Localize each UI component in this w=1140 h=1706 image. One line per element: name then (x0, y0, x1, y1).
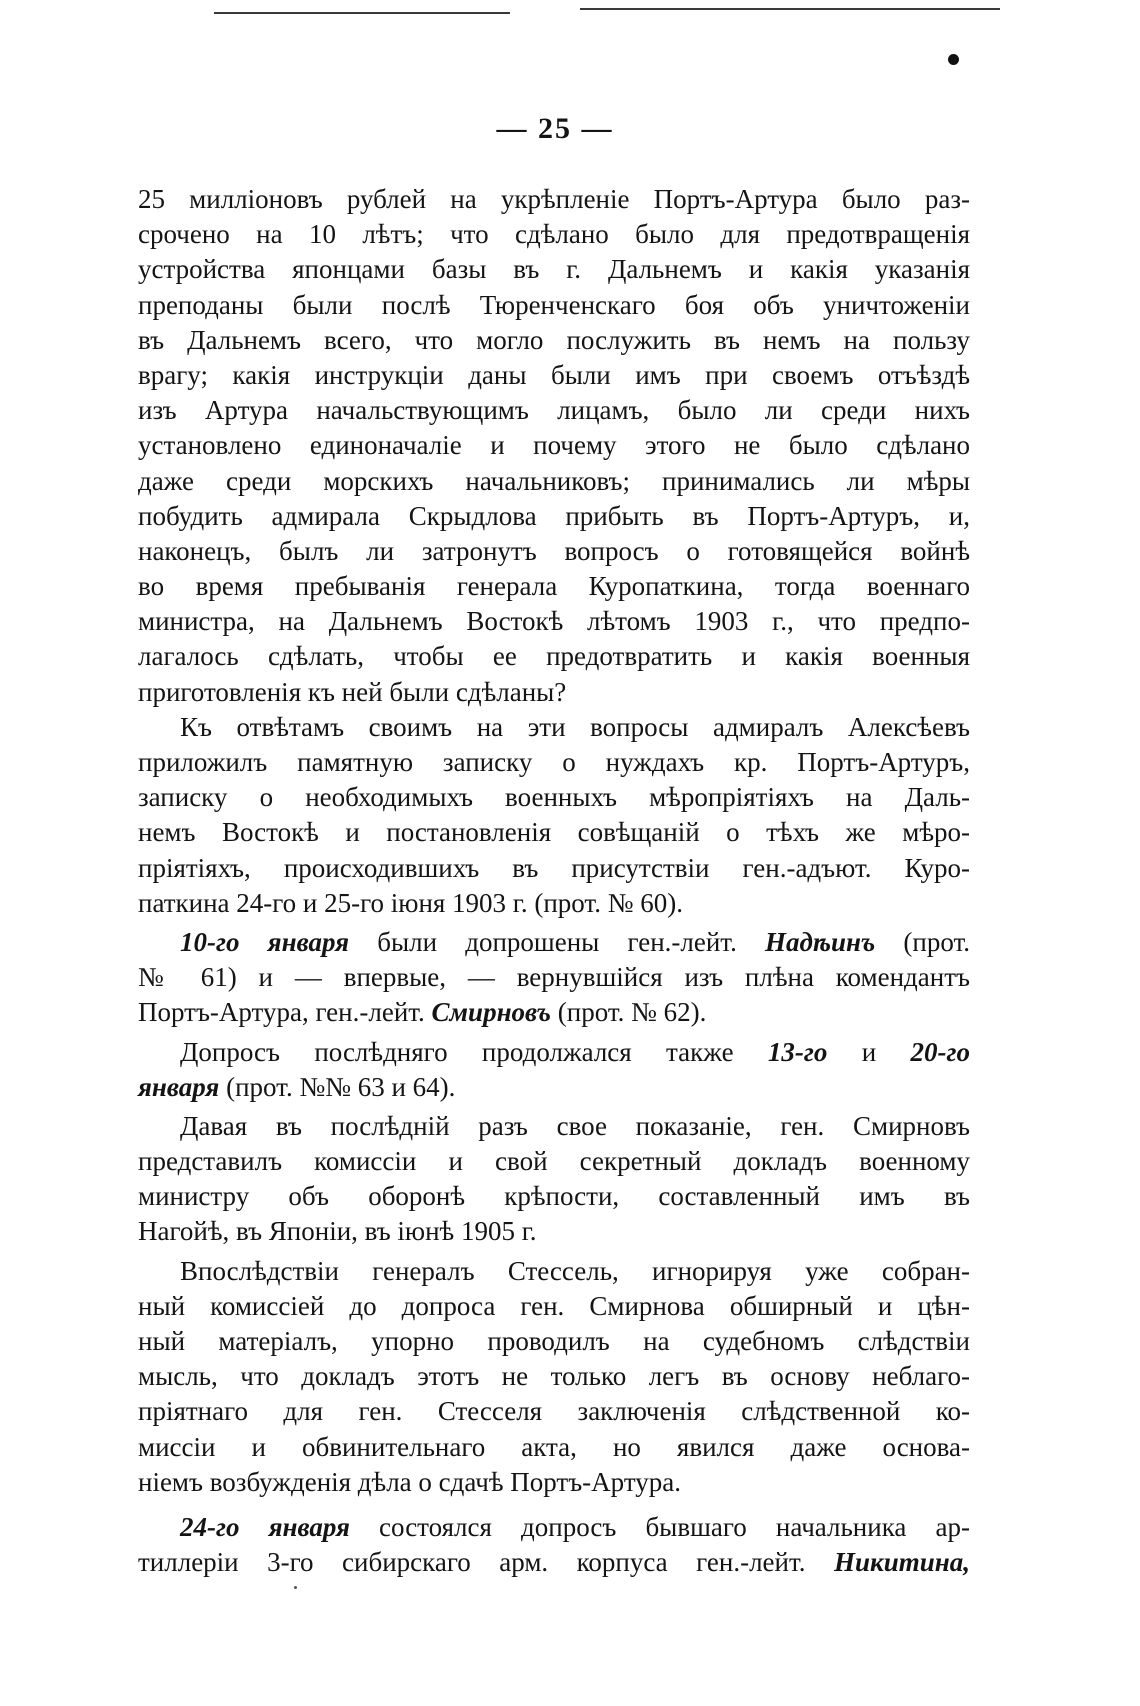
text-segment: (прот. № 62). (551, 997, 707, 1028)
text-line: Нагойѣ, въ Японіи, въ іюнѣ 1905 г. (138, 1216, 537, 1247)
page-body (138, 182, 970, 1580)
paragraph-3 (138, 925, 970, 1031)
text-line: миссіи и обвинительнаго акта, но явился даже основа- (138, 1431, 970, 1462)
paragraph-5 (138, 1109, 970, 1250)
date-phrase: 20-го (910, 1036, 971, 1067)
paragraph-2 (138, 710, 970, 921)
text-segment: тиллеріи 3-го сибирскаго арм. корпуса ген.-лейт. (138, 1547, 835, 1578)
text-line: приготовленія къ ней были сдѣланы? (138, 676, 567, 707)
text-segment: Портъ-Артура, ген.-лейт. (138, 997, 432, 1028)
date-phrase: 10-го января (180, 926, 350, 957)
date-phrase: 13-го (767, 1036, 828, 1067)
date-phrase: января (138, 1071, 220, 1102)
text-line: установлено единоначаліе и почему этого не было сдѣлано (138, 430, 970, 461)
text-line: преподаны были послѣ Тюренченскаго боя объ уничтоженіи (138, 289, 970, 320)
text-line: мысль, что докладъ этотъ не только легъ въ основу неблаго- (138, 1361, 970, 1392)
ink-speck (294, 1586, 297, 1589)
text-line: Впослѣдствіи генералъ Стессель, игнорируя уже собран- (180, 1255, 970, 1286)
text-line: побудить адмирала Скрыдлова прибыть въ Портъ-Артуръ, и, (138, 500, 970, 531)
text-segment: и (827, 1036, 911, 1067)
text-segment: (прот. (875, 926, 971, 957)
date-phrase: 24-го января (180, 1511, 350, 1542)
paragraph-7 (138, 1510, 970, 1580)
text-segment: Допросъ послѣдняго продолжался также (180, 1036, 768, 1067)
text-line: во время пребыванія генерала Куропаткина, тогда военнаго (138, 571, 970, 602)
text-line (138, 1545, 970, 1580)
text-line: 25 милліоновъ рублей на укрѣпленіе Портъ-Артура было раз- (138, 184, 970, 214)
text-line: немъ Востокѣ и постановленія совѣщаній о тѣхъ же мѣро- (138, 817, 970, 848)
text-line: паткина 24-го и 25-го іюня 1903 г. (прот. № 60). (138, 887, 683, 918)
person-name: Смирновъ (431, 997, 551, 1028)
text-line: даже среди морскихъ начальниковъ; принимались ли мѣры (138, 465, 970, 496)
text-line (138, 1035, 970, 1070)
text-line: изъ Артура начальствующимъ лицамъ, было ли среди нихъ (138, 395, 970, 426)
text-segment: состоялся допросъ бывшаго начальника ар- (349, 1511, 970, 1542)
text-line: устройства японцами базы въ г. Дальнемъ и какія указанія (138, 254, 970, 285)
text-line: наконецъ, былъ ли затронутъ вопросъ о готовящейся войнѣ (138, 535, 970, 566)
text-line: № 61) и — впервые, — вернувшійся изъ плѣна комендантъ (138, 962, 970, 993)
text-line (138, 995, 970, 1030)
page-number: — 25 — (496, 112, 614, 145)
scan-top-rule-right (580, 8, 1000, 10)
text-line: пріятіяхъ, происходившихъ въ присутствіи ген.-адъют. Куро- (138, 852, 970, 883)
text-line: ный комиссіей до допроса ген. Смирнова обширный и цѣн- (138, 1290, 970, 1321)
text-segment: были допрошены ген.-лейт. (349, 926, 766, 957)
text-line: министра, на Дальнемъ Востокѣ лѣтомъ 1903 г., что предпо- (138, 606, 970, 637)
text-segment: (прот. №№ 63 и 64). (219, 1071, 456, 1102)
ink-dot (948, 54, 959, 65)
paragraph-6 (138, 1254, 970, 1500)
text-line: приложилъ памятную записку о нуждахъ кр. Портъ-Артуръ, (138, 747, 970, 777)
text-line: ніемъ возбужденія дѣла о сдачѣ Портъ-Артура. (138, 1466, 681, 1497)
text-line (138, 1510, 970, 1545)
text-line (138, 925, 970, 960)
scan-top-rule-left (214, 12, 510, 14)
text-line: записку о необходимыхъ военныхъ мѣропріятіяхъ на Даль- (138, 782, 970, 813)
text-line: лагалось сдѣлать, чтобы ее предотвратить и какія военныя (138, 641, 970, 672)
text-line: срочено на 10 лѣтъ; что сдѣлано было для предотвращенія (138, 219, 970, 250)
text-line: министру объ оборонѣ крѣпости, составленный имъ въ (138, 1181, 970, 1212)
person-name: Никитина, (834, 1547, 970, 1578)
text-line: въ Дальнемъ всего, что могло послужить въ немъ на пользу (138, 324, 970, 355)
text-line: Давая въ послѣдній разъ свое показаніе, ген. Смирновъ (180, 1110, 970, 1141)
text-line: ный матеріалъ, упорно проводилъ на судебномъ слѣдствіи (138, 1326, 970, 1356)
text-line (138, 1070, 970, 1105)
paragraph-1 (138, 182, 970, 710)
text-line: Къ отвѣтамъ своимъ на эти вопросы адмиралъ Алексѣевъ (180, 711, 970, 742)
paragraph-4 (138, 1035, 970, 1105)
person-name: Надѣинъ (765, 926, 876, 957)
text-line: врагу; какія инструкціи даны были имъ при своемъ отъѣздѣ (138, 359, 970, 390)
text-line: представилъ комиссіи и свой секретный докладъ военному (138, 1146, 970, 1177)
text-line: пріятнаго для ген. Стесселя заключенія слѣдственной ко- (138, 1396, 970, 1427)
